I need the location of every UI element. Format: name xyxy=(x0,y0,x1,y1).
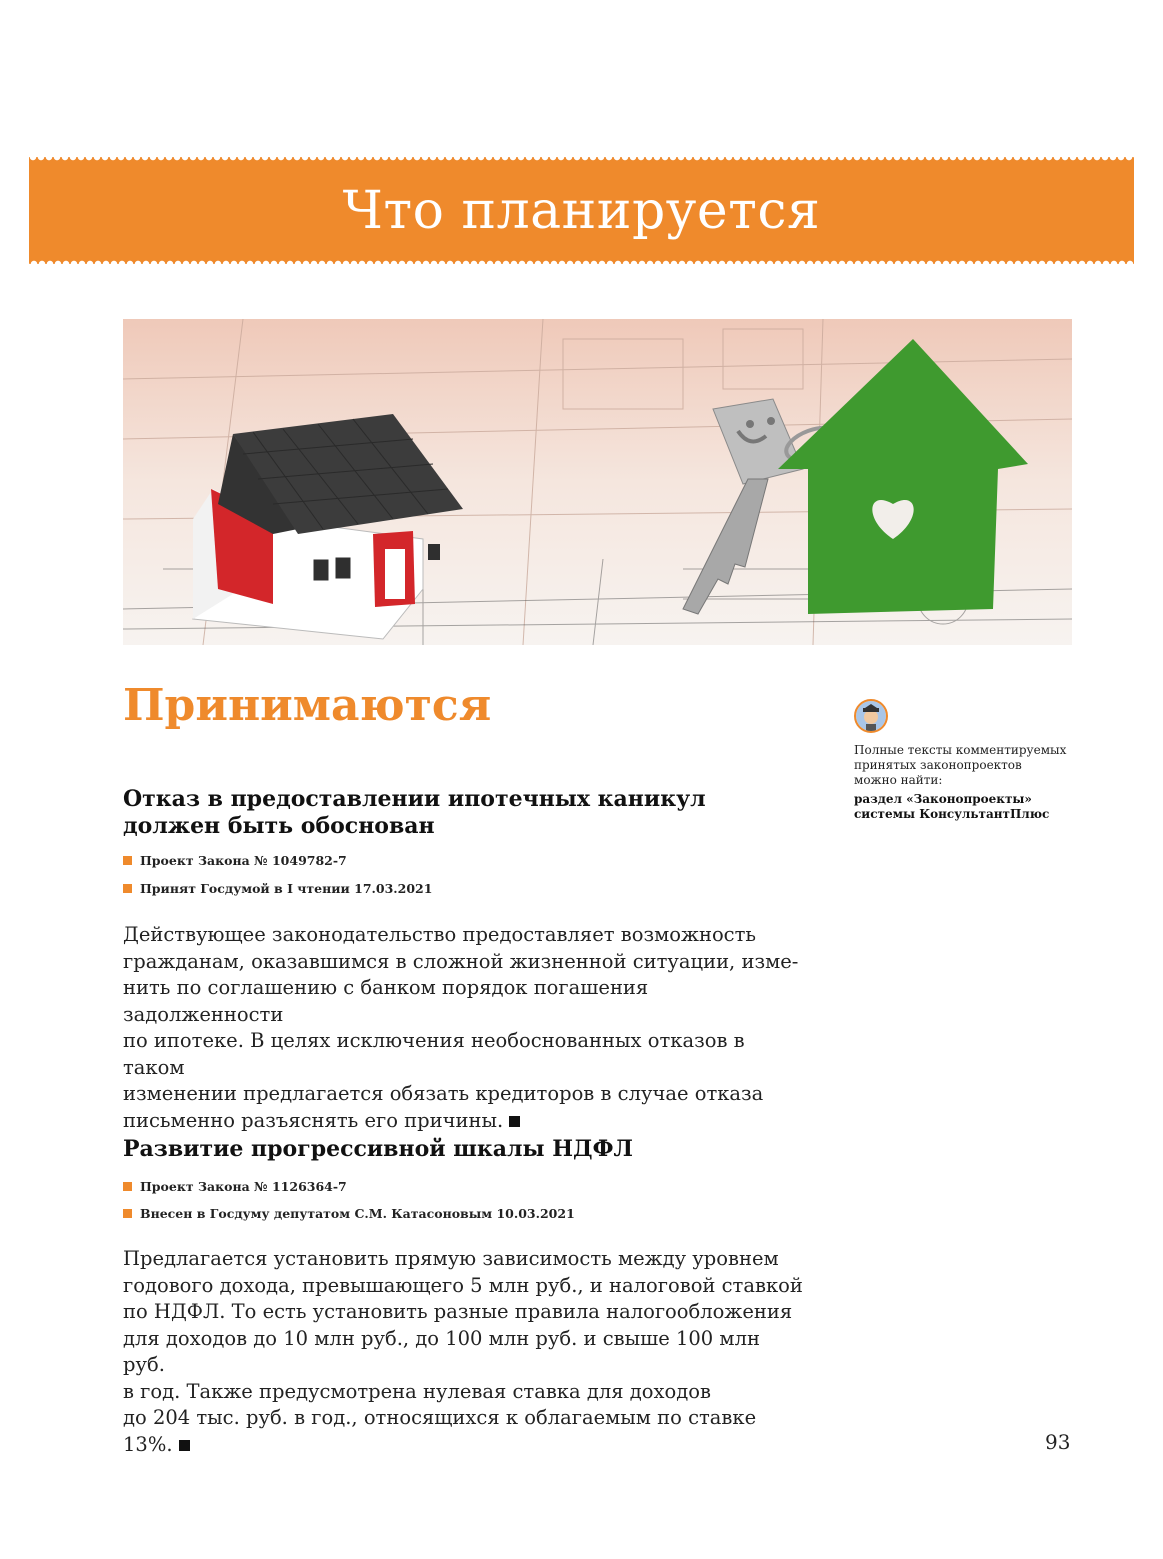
end-square-icon xyxy=(179,1440,190,1451)
sidebar-bold-line: раздел «Законопроекты» xyxy=(854,792,1032,806)
body-line: нить по соглашению с банком порядок погашения задолженности xyxy=(123,976,649,1026)
article-meta-status xyxy=(123,1206,575,1221)
body-line: в год. Также предусмотрена нулевая ставка для доходов xyxy=(123,1379,711,1403)
section-banner xyxy=(29,157,1134,264)
section-heading: Принимаются xyxy=(123,680,492,731)
sidebar-line: можно найти: xyxy=(854,773,943,787)
article-title-line: должен быть обоснован xyxy=(123,813,435,839)
body-line: для доходов до 10 млн руб., до 100 млн руб. и свыше 100 млн руб. xyxy=(123,1326,760,1376)
article-body xyxy=(123,1246,803,1458)
sidebar-line: Полные тексты комментируемых xyxy=(854,743,1067,757)
body-line: Действующее законодательство предоставляет возможность xyxy=(123,923,757,946)
bullet-square-icon xyxy=(123,1209,132,1218)
body-line: по ипотеке. В целях исключения необоснованных отказов в таком xyxy=(123,1029,745,1079)
sidebar-text xyxy=(854,743,1084,788)
sidebar-bold-line: системы КонсультантПлюс xyxy=(854,807,1050,821)
end-square-icon xyxy=(509,1116,520,1127)
hero-image xyxy=(123,319,1072,645)
sidebar-source xyxy=(854,792,1084,822)
meta-text: Проект Закона № 1049782-7 xyxy=(140,853,347,868)
article-title-line: Развитие прогрессивной шкалы НДФЛ xyxy=(123,1136,633,1162)
body-line: годового дохода, превышающего 5 млн руб., и налоговой ставкой xyxy=(123,1273,803,1297)
page-number: 93 xyxy=(1045,1430,1071,1454)
article-meta-status xyxy=(123,881,432,896)
bullet-square-icon xyxy=(123,1182,132,1191)
article-title-line: Отказ в предоставлении ипотечных каникул xyxy=(123,786,706,812)
body-line: изменении предлагается обязать кредиторов в случае отказа xyxy=(123,1082,764,1105)
body-line: гражданам, оказавшимся в сложной жизненной ситуации, изме- xyxy=(123,949,799,973)
article-title xyxy=(123,786,706,840)
article-meta-bill xyxy=(123,1179,347,1194)
meta-text: Принят Госдумой в I чтении 17.03.2021 xyxy=(140,881,433,896)
bullet-square-icon xyxy=(123,884,132,893)
sidebar-note xyxy=(854,699,1084,822)
bullet-square-icon xyxy=(123,856,132,865)
body-line: письменно разъяснять его причины. xyxy=(123,1108,504,1132)
sidebar-line: принятых законопроектов xyxy=(854,758,1022,772)
banner-title: Что планируется xyxy=(342,180,821,241)
meta-text: Внесен в Госдуму депутатом С.М. Катасоновым 10.03.2021 xyxy=(140,1206,575,1221)
consultant-avatar-icon xyxy=(854,699,888,733)
article-body xyxy=(123,922,803,1134)
house-and-key-illustration xyxy=(123,319,1072,645)
meta-text: Проект Закона № 1126364-7 xyxy=(140,1179,347,1194)
article-title xyxy=(123,1136,633,1163)
article-meta-bill xyxy=(123,853,347,868)
body-line: по НДФЛ. То есть установить разные правила налогообложения xyxy=(123,1300,793,1323)
body-line: Предлагается установить прямую зависимость между уровнем xyxy=(123,1247,779,1270)
body-line: до 204 тыс. руб. в год., относящихся к облагаемым по ставке 13%. xyxy=(123,1406,757,1456)
